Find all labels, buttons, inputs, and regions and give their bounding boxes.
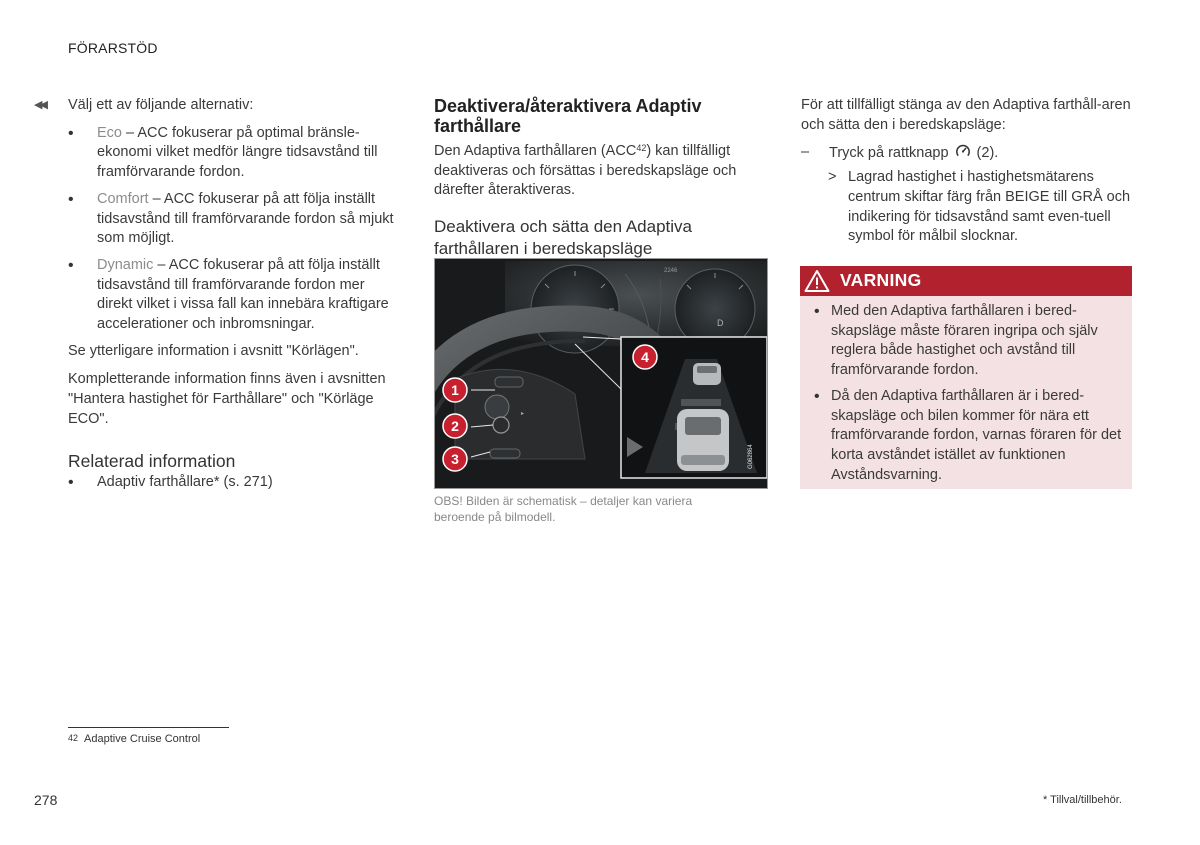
illustration-graphic xyxy=(435,259,768,489)
option-comfort-text: – ACC fokuserar på att följa inställt tidsavstånd till framförvarande fordon så mjukt som möjligt. xyxy=(97,190,394,247)
column-2 xyxy=(434,96,770,260)
warning-header xyxy=(800,266,1132,296)
option-dynamic-keyword: Dynamic xyxy=(97,256,154,273)
step-text: Tryck på rattknapp xyxy=(829,145,949,162)
more-info-text: Se ytterligare information i avsnitt "Körlägen". xyxy=(68,342,359,359)
intro-text-start: Den Adaptiva farthållaren (ACC xyxy=(434,143,637,159)
result-text: Lagrad hastighet i hastighetsmätarens centrum skiftar färg från BEIGE till GRÅ och indikering för tidsavstånd samt even-tuell symbol för målbil slocknar. xyxy=(848,169,1131,245)
callout-2 xyxy=(443,414,467,438)
figure-caption: OBS! Bilden är schematisk – detaljer kan variera beroende på bilmodell. xyxy=(434,494,693,524)
footnote xyxy=(68,733,200,745)
svg-text:▸: ▸ xyxy=(521,410,525,417)
back-arrow-icon[interactable]: ◀◀ xyxy=(34,99,45,111)
page-header: FÖRARSTÖD xyxy=(68,40,158,56)
section-intro xyxy=(434,142,770,201)
options-list xyxy=(68,124,404,335)
warning-box xyxy=(800,266,1132,489)
footnote-ref[interactable]: 42 xyxy=(636,143,647,153)
callout-4 xyxy=(633,345,657,369)
footnote-number: 42 xyxy=(68,733,79,743)
footnote-divider xyxy=(68,727,229,728)
svg-text:2: 2 xyxy=(451,418,459,434)
warning-triangle-icon xyxy=(804,269,830,293)
list-item xyxy=(68,256,404,335)
svg-text:1: 1 xyxy=(451,382,459,398)
related-link[interactable]: • Adaptiv farthållare* (s. 271) xyxy=(68,473,404,493)
option-dynamic-text: – ACC fokuserar på att följa inställt tidsavstånd till framförvarande fordon mer direkt vilket i vissa fall kan innebära kraftigare accelerationer och inbromsningar. xyxy=(97,256,389,333)
deactivate-intro: För att tillfälligt stänga av den Adaptiva farthåll-aren och sätta den i beredskapsläge: xyxy=(801,97,1131,133)
figure-code: G062864 xyxy=(748,444,754,469)
intro-text-end: ) kan tillfälligt deaktiveras och försättas i beredskapsläge och därefter återaktiveras. xyxy=(434,143,737,199)
list-item: • Med den Adaptiva farthållaren i bered-skapsläge måste föraren ingripa och själv reglera både hastighet och avstånd till framförvarande fordon. xyxy=(831,302,1122,381)
option-comfort-keyword: Comfort xyxy=(97,190,149,207)
list-item xyxy=(68,124,404,183)
options-intro: Välj ett av följande alternativ: xyxy=(68,97,254,113)
step-dash: – xyxy=(801,144,810,161)
speed-readout: 76 xyxy=(567,303,583,319)
step-result xyxy=(801,168,1131,247)
step-item xyxy=(801,143,1131,164)
callout-1 xyxy=(443,378,467,402)
gear-indicator: D xyxy=(717,318,724,328)
warning-title: VARNING xyxy=(840,270,922,291)
page-number: 278 xyxy=(34,792,58,808)
list-item xyxy=(68,190,404,249)
list-item: • Då den Adaptiva farthållaren är i bered-skapsläge och bilen kommer för nära ett framförvarande fordon, varnas föraren för det korta avståndet istället av funktionen Avståndsvarning. xyxy=(831,387,1122,486)
subsection-heading: Deaktivera och sätta den Adaptiva farthållaren i beredskapsläge xyxy=(434,217,692,259)
callout-3 xyxy=(443,447,467,471)
svg-text:3: 3 xyxy=(451,451,459,467)
column-3 xyxy=(801,96,1131,247)
supplement-text: Kompletterande information finns även i avsnitten "Hantera hastighet för Farthållare" och "Körläge ECO". xyxy=(68,371,386,427)
odometer-readout: 2246 xyxy=(664,268,678,274)
optional-note: * Tillval/tillbehör. xyxy=(1043,794,1122,806)
option-eco-text: – ACC fokuserar på optimal bränsle-ekonomi vilket medför längre tidsavstånd till framförvarande fordon. xyxy=(97,124,378,181)
result-marker: > xyxy=(828,169,837,186)
warning-list xyxy=(800,296,1132,485)
related-heading: Relaterad information xyxy=(68,450,236,471)
column-1 xyxy=(34,96,404,493)
footnote-text: Adaptive Cruise Control xyxy=(84,733,201,745)
option-eco-keyword: Eco xyxy=(97,124,122,141)
related-list xyxy=(68,473,404,493)
steering-wheel-illustration xyxy=(434,258,768,489)
svg-text:4: 4 xyxy=(641,349,649,365)
step-ref: (2). xyxy=(976,145,999,162)
cruise-control-button-icon xyxy=(955,143,971,159)
section-heading: Deaktivera/återaktivera Adaptiv farthållare xyxy=(434,96,702,136)
